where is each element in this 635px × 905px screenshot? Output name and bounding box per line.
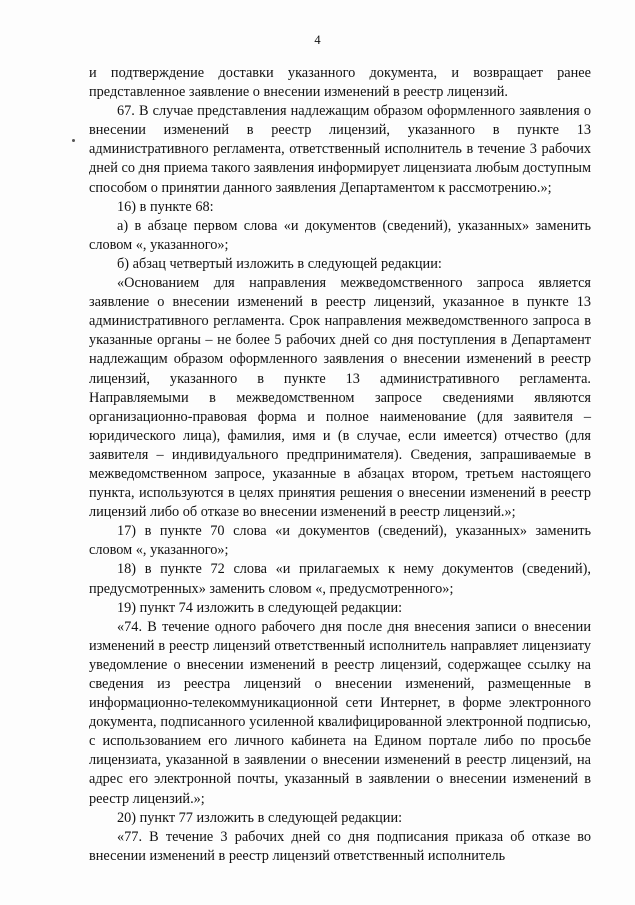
paragraph-continuation: и подтверждение доставки указанного документа, и возвращает ранее представленное заявление о внесении изменений в реестр лицензий. bbox=[89, 65, 591, 101]
paragraph-67: 67. В случае представления надлежащим образом оформленного заявления о внесении изменений в реестр лицензий, указанного в пункте 13 административного регламента, ответственный исполнитель в течение 3 рабочих дней со дня приема такого заявления информирует лицензиата любым доступным способом о принятии данного заявления Департаментом к рассмотрению.»; bbox=[89, 103, 591, 196]
document-body bbox=[89, 64, 591, 866]
item-19: 19) пункт 74 изложить в следующей редакции: bbox=[117, 599, 403, 616]
quoted-paragraph-77: «77. В течение 3 рабочих дней со дня подписания приказа об отказе во внесении изменений в реестр лицензий ответственный исполнитель bbox=[89, 828, 591, 864]
quoted-paragraph-74: «74. В течение одного рабочего дня после дня внесения записи о внесении изменений в реестр лицензий ответственный исполнитель направляет лицензиату уведомление о внесении изменений в реестр лицензий, содержащее ссылку на сведения из реестра лицензий о внесении изменений, размещенные в информационно-телекоммуникационной сети Интернет, в форме электронного документа, подписанного усиленной квалифицированной электронной подписью, с использованием его личного кабинета на Едином портале либо по просьбе лицензиата, указанной в заявлении о внесении изменений в реестр лицензий, на адрес его электронной почты, указанный в заявлении о внесении изменений в реестр лицензий.»; bbox=[89, 618, 591, 807]
item-17: 17) в пункте 70 слова «и документов (сведений), указанных» заменить словом «, указанного»; bbox=[89, 523, 591, 559]
item-16-b: б) абзац четвертый изложить в следующей редакции: bbox=[117, 255, 442, 272]
item-20: 20) пункт 77 изложить в следующей редакции: bbox=[117, 809, 403, 826]
item-18: 18) в пункте 72 слова «и прилагаемых к нему документов (сведений), предусмотренных» заменить словом «, предусмотренного»; bbox=[89, 561, 591, 597]
quoted-paragraph-68: «Основанием для направления межведомственного запроса является заявление о внесении изменений в реестр лицензий, указанное в пункте 13 административного регламента. Срок направления межведомственного запроса в указанные органы – не более 5 рабочих дней со дня поступления в Департамент надлежащим образом оформленного заявления о внесении изменений в реестр лицензий, указанного в пункте 13 административного регламента. Направляемыми в межведомственном запросе сведениями являются организационно-правовая форма и полное наименование (для заявителя – юридического лица), фамилия, имя и (в случае, если имеется) отчество (для заявителя – индивидуального предпринимателя). Сведения, запрашиваемые в межведомственном запросе, указанные в абзацах втором, третьем настоящего пункта, используются в целях принятия решения о внесении изменений в реестр лицензий либо об отказе во внесении изменений в реестр лицензий.»; bbox=[89, 275, 591, 521]
scan-mark bbox=[72, 139, 75, 142]
item-16: 16) в пункте 68: bbox=[117, 198, 214, 215]
page-number: 4 bbox=[314, 33, 321, 47]
item-16-a: а) в абзаце первом слова «и документов (сведений), указанных» заменить словом «, указанного»; bbox=[89, 217, 591, 253]
